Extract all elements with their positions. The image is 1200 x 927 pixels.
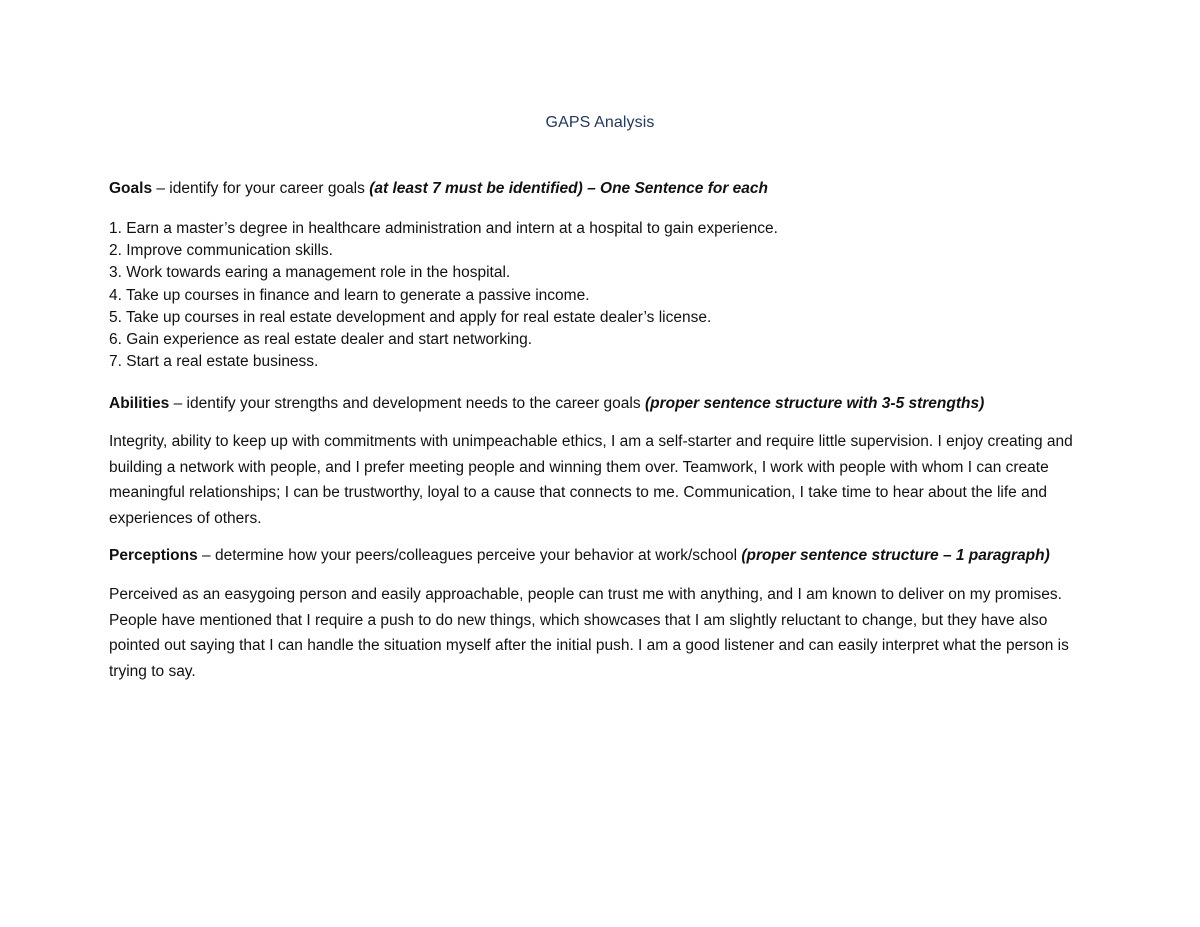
- perceptions-heading: [109, 543, 1099, 568]
- abilities-paragraph: Integrity, ability to keep up with commitments with unimpeachable ethics, I am a self-starter and require little supervision. I enjoy creating and building a network with people, and I prefer meeting people and winning them over. Teamwork, I work with people with whom I can create meaningful relationships; I can be trustworthy, loyal to a cause that connects to me. Communication, I take time to hear about the life and experiences of others.: [109, 433, 1073, 527]
- abilities-term: Abilities: [109, 395, 170, 413]
- goal-item: 7. Start a real estate business.: [109, 353, 319, 371]
- goals-instruction: (at least 7 must be identified) – One Sentence for each: [369, 180, 768, 197]
- goal-item: 2. Improve communication skills.: [109, 242, 333, 260]
- goal-item: 3. Work towards earing a management role in the hospital.: [109, 264, 511, 282]
- goals-term: Goals: [109, 180, 153, 197]
- goal-item: 6. Gain experience as real estate dealer and start networking.: [109, 331, 533, 349]
- perceptions-paragraph: Perceived as an easygoing person and easily approachable, people can trust me with anything, and I am known to deliver on my promises. People have mentioned that I require a push to do new things, which showcases that I am slightly reluctant to change, but they have also pointed out saying that I can handle the situation myself after the initial push. I am a good listener and can easily interpret what the person is trying to say.: [109, 586, 1069, 680]
- goal-item: 4. Take up courses in finance and learn to generate a passive income.: [109, 286, 590, 304]
- goals-description: – identify for your career goals: [152, 180, 370, 197]
- goals-list: [109, 218, 1099, 373]
- perceptions-term: Perceptions: [109, 547, 198, 565]
- abilities-instruction: (proper sentence structure with 3-5 strengths): [644, 395, 985, 413]
- perceptions-description: – determine how your peers/colleagues perceive your behavior at work/school: [197, 547, 742, 565]
- perceptions-instruction: (proper sentence structure – 1 paragraph): [741, 547, 1050, 565]
- goal-item: 5. Take up courses in real estate development and apply for real estate dealer’s license.: [109, 308, 712, 326]
- document-title: GAPS Analysis: [545, 114, 655, 131]
- abilities-description: – identify your strengths and development needs to the career goals: [169, 395, 645, 413]
- goal-item: 1. Earn a master’s degree in healthcare administration and intern at a hospital to gain experience.: [109, 220, 778, 237]
- abilities-heading: [109, 393, 1099, 415]
- goals-heading: [109, 178, 1099, 200]
- document-body: [109, 178, 1099, 692]
